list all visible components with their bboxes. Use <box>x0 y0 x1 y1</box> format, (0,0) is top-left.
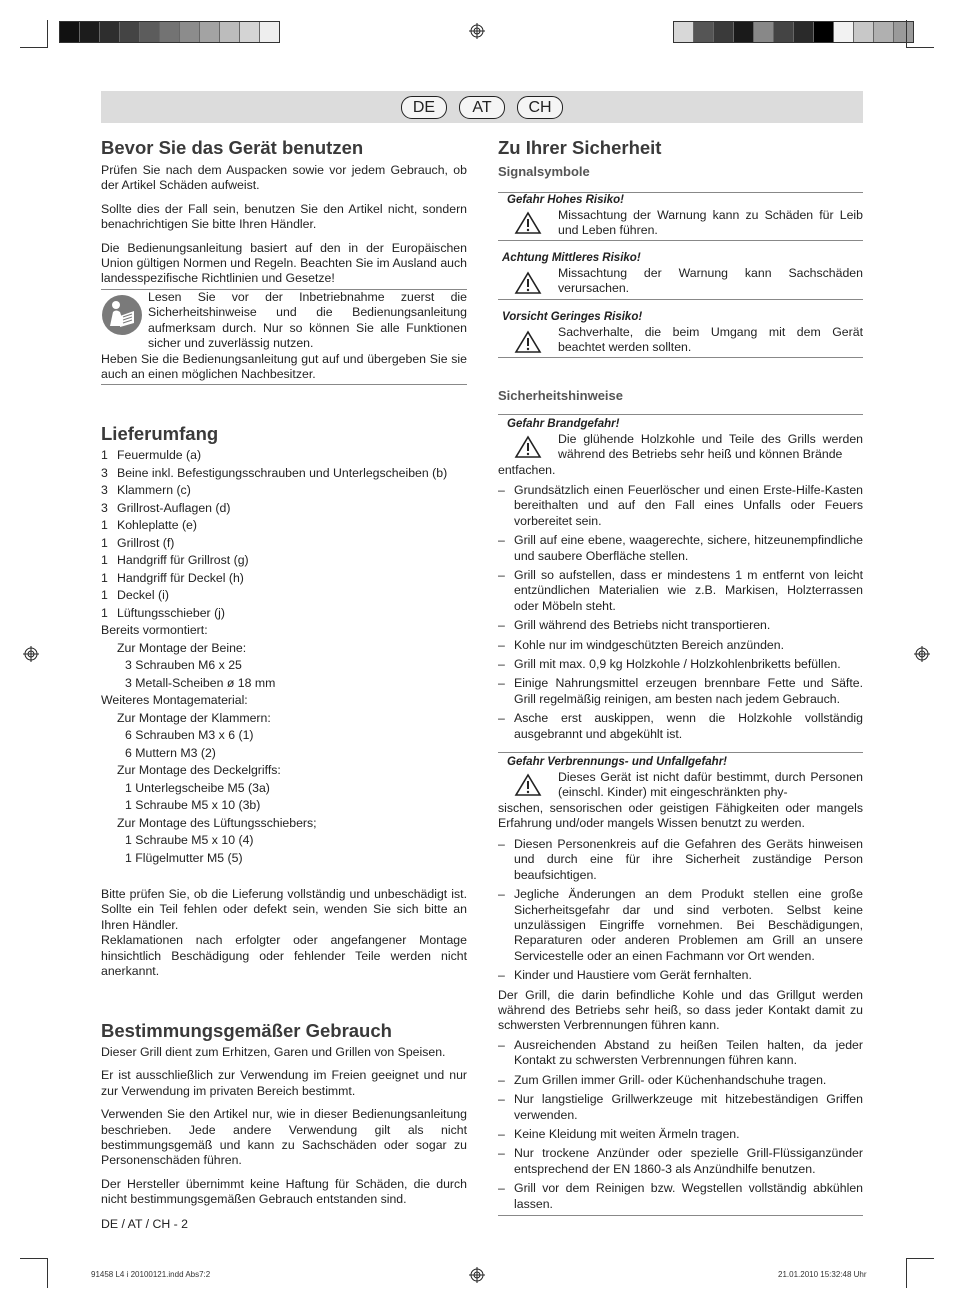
page-number: DE / AT / CH - 2 <box>101 1217 189 1231</box>
list-item: 6 Muttern M3 (2) <box>125 745 216 760</box>
list-item: – Nur trockene Anzünder oder spezielle Grill-Flüssiganzünder entsprechend der EN 1860-3 als Anzündhilfe benutzen. <box>498 1146 863 1177</box>
list-subheading: Zur Montage des Lüftungsschiebers; <box>117 815 317 830</box>
list-item: – Grill während des Betriebs nicht transportieren. <box>498 618 863 633</box>
crop-mark <box>906 1258 907 1288</box>
paragraph: Der Hersteller übernimmt keine Haftung für Schäden, die durch nicht bestimmungsgemäßen Gebrauch entstanden sind. <box>101 1176 467 1207</box>
list-subheading: Zur Montage der Beine: <box>117 640 247 655</box>
list-item: 1 Handgriff für Deckel (h) <box>101 570 244 585</box>
crop-mark <box>20 1258 48 1259</box>
registration-mark-icon <box>469 1267 485 1283</box>
warning-text: Missachtung der Warnung kann zu Schäden für Leib und Leben führen. <box>558 208 863 238</box>
list-item: 1 Lüftungsschieber (j) <box>101 605 225 620</box>
list-item: – Kohle nur im windgeschützten Bereich anzünden. <box>498 638 863 653</box>
subsection-signal-symbols: Signalsymbole <box>498 164 590 179</box>
registration-mark-icon <box>23 646 39 662</box>
list-item: 3 Klammern (c) <box>101 483 191 497</box>
paragraph: Verwenden Sie den Artikel nur, wie in dieser Bedienungsanleitung beschrieben. Jede andere Verwendung gilt als nicht bestimmungsgemäß und kann zu Sachschäden oder sogar zu Personenschäden führen. <box>101 1107 467 1168</box>
warning-triangle-icon <box>514 330 542 354</box>
divider <box>498 414 863 415</box>
lang-pill-de: DE <box>401 96 447 119</box>
section-title-intended-use: Bestimmungsgemäßer Gebrauch <box>101 1020 392 1041</box>
list-item: 1 Feuermulde (a) <box>101 448 202 462</box>
list-item: 1 Schraube M5 x 10 (3b) <box>125 798 261 812</box>
list-item: – Asche erst auskippen, wenn die Holzkohle vollständig ausgebrannt und abgekühlt ist. <box>498 711 863 742</box>
divider <box>498 357 863 358</box>
divider <box>498 1215 863 1216</box>
list-item: 3 Beine inkl. Befestigungsschrauben und Unterlegscheiben (b) <box>101 465 448 480</box>
crop-mark <box>906 47 934 48</box>
paragraph: Der Grill, die darin befindliche Kohle und das Grillgut werden während des Betriebs sehr heiß, so dass jeder Kontakt damit zu schwersten Verbrennungen führen kann. <box>498 987 863 1033</box>
divider <box>101 384 467 385</box>
warning-triangle-icon <box>514 271 542 295</box>
warning-triangle-icon <box>514 773 542 797</box>
registration-mark-icon <box>469 23 485 39</box>
divider <box>498 299 863 300</box>
delivery-list <box>101 447 467 867</box>
registration-mark-icon <box>914 646 930 662</box>
warning-text: Dieses Gerät ist nicht dafür bestimmt, durch Personen (einschl. Kinder) mit eingeschränkten phy- <box>558 770 863 800</box>
list-item: – Diesen Personenkreis auf die Gefahren des Geräts hinweisen und durch eine für ihre Sicherheit zuständige Person beaufsichtigen. <box>498 837 863 883</box>
warning-text-continued: entfachen. <box>498 463 556 477</box>
language-bar <box>101 91 863 123</box>
crop-mark <box>906 1258 934 1259</box>
list-item: – Zum Grillen immer Grill- oder Küchenhandschuhe tragen. <box>498 1073 863 1088</box>
list-subheading: Zur Montage des Deckelgriffs: <box>117 763 281 777</box>
list-item: – Einige Nahrungsmittel erzeugen brennbare Fette und Säfte. Grill regelmäßig reinigen, am besten nach jedem Gebrauch. <box>498 676 863 707</box>
paragraph: Prüfen Sie nach dem Auspacken sowie vor jedem Gebrauch, ob der Artikel Schäden aufweist. <box>101 163 467 193</box>
before-use-text <box>101 163 467 295</box>
warning-text: Sachverhalte, die beim Umgang mit dem Gerät beachtet werden sollten. <box>558 325 863 355</box>
date-slug: 21.01.2010 15:32:48 Uhr <box>778 1270 867 1279</box>
list-item: – Grundsätzlich einen Feuerlöscher und einen Erste-Hilfe-Kasten bereithalten und auf den Fall eines Unfalls oder Feuers vorbereitet sein. <box>498 483 863 529</box>
info-text-2: Heben Sie die Bedienungsanleitung gut auf und übergeben Sie sie auch an einen möglichen Nachbesitzer. <box>101 352 467 382</box>
warning-label: Gefahr Brandgefahr! <box>507 418 620 430</box>
signal-high-risk <box>498 193 863 239</box>
list-item: 1 Schraube M5 x 10 (4) <box>125 833 254 847</box>
section-title-before-use: Bevor Sie das Gerät benutzen <box>101 137 364 158</box>
list-item: 3 Schrauben M6 x 25 <box>125 658 242 672</box>
list-heading: Weiteres Montagematerial: <box>101 693 248 707</box>
paragraph: Reklamationen nach erfolgter oder angefangener Montage hinsichtlich Beschädigung oder fehlender Teile werden nicht anerkannt. <box>101 933 467 979</box>
paragraph: Bitte prüfen Sie, ob die Lieferung vollständig und unbeschädigt ist. Sollte ein Teil fehlen oder defekt sein, wenden Sie sich bitte an Ihren Händler. <box>101 887 467 932</box>
list-item: – Grill auf eine ebene, waagerechte, sichere, hitzeunempfindliche und saubere Oberfläche stellen. <box>498 533 863 564</box>
file-slug: 91458 L4 i 20100121.indd Abs7:2 <box>91 1270 211 1279</box>
lang-pill-at: AT <box>459 96 505 119</box>
list-item: – Grill vor dem Reinigen bzw. Wegstellen vollständig abkühlen lassen. <box>498 1181 863 1212</box>
warning-label: Vorsicht Geringes Risiko! <box>502 311 643 323</box>
section-title-safety: Zu Ihrer Sicherheit <box>498 137 662 158</box>
burn-hazard-list <box>498 837 863 1216</box>
warning-triangle-icon <box>514 211 542 235</box>
read-manual-icon <box>101 294 143 336</box>
paragraph: Er ist ausschließlich zur Verwendung im Freien geeignet und nur zur Verwendung im privaten Bereich bestimmt. <box>101 1068 467 1098</box>
warning-text: Die glühende Holzkohle und Teile des Grills werden während des Betriebs sehr heiß und können Brände <box>558 432 863 462</box>
list-item: 1 Unterlegscheibe M5 (3a) <box>125 780 270 795</box>
warning-text-continued: sischen, sensorischen oder geistigen Fähigkeiten oder mangels Erfahrung und/oder mangels Wissen benutzt zu werden. <box>498 801 863 831</box>
list-item: – Keine Kleidung mit weiten Ärmeln tragen. <box>498 1127 863 1142</box>
warning-label: Gefahr Hohes Risiko! <box>507 194 624 206</box>
crop-mark <box>906 20 907 48</box>
crop-mark <box>20 47 48 48</box>
info-text-1: Lesen Sie vor der Inbetriebnahme zuerst die Sicherheitshinweise und die Bedienungsanleitung aufmerksam durch. Nur so können Sie alle Funktionen sicher und zuverlässig nutzen. <box>148 290 467 351</box>
section-title-scope-of-delivery: Lieferumfang <box>101 423 219 444</box>
subsection-safety-notes: Sicherheitshinweise <box>498 388 623 403</box>
list-item: 6 Schrauben M3 x 6 (1) <box>125 728 254 742</box>
list-item: 1 Kohleplatte (e) <box>101 518 197 532</box>
warning-triangle-icon <box>514 435 542 459</box>
divider <box>498 240 863 241</box>
list-item: – Jegliche Änderungen an dem Produkt stellen eine große Sicherheitsgefahr dar und sind verboten. Selbst keine unzulässigen Eingriffe vornehmen. Bei Beschädigungen, Reparaturen oder anderen Problemen am Grill an unsere Servicestelle oder an einen Fachmann vor Ort wenden. <box>498 887 863 964</box>
signal-medium-risk <box>498 251 863 297</box>
list-item: – Kinder und Haustiere vom Gerät fernhalten. <box>498 968 863 983</box>
intended-use-text <box>101 1045 467 1216</box>
paragraph: Dieser Grill dient zum Erhitzen, Garen und Grillen von Speisen. <box>101 1045 446 1059</box>
crop-mark <box>47 1258 48 1288</box>
list-item: – Grill mit max. 0,9 kg Holzkohle / Holzkohlenbriketts befüllen. <box>498 657 863 672</box>
list-item: 1 Deckel (i) <box>101 588 169 602</box>
crop-mark <box>47 20 48 48</box>
list-item: – Grill so aufstellen, dass er mindestens 1 m entfernt von leicht entzündlichen Materialien wie z.B. Markisen, Holzterrassen oder Möbeln steht. <box>498 568 863 614</box>
warning-label: Gefahr Verbrennungs- und Unfallgefahr! <box>507 756 728 768</box>
list-item: 1 Grillrost (f) <box>101 535 175 550</box>
lang-pill-ch: CH <box>517 96 563 119</box>
list-item: – Nur langstielige Grillwerkzeuge mit hitzebeständigen Griffen verwenden. <box>498 1092 863 1123</box>
signal-low-risk <box>498 310 863 356</box>
paragraph: Die Bedienungsanleitung basiert auf den in der Europäischen Union gültigen Normen und Regeln. Beachten Sie im Ausland auch landesspezifische Richtlinien und Gesetze! <box>101 240 467 286</box>
warning-label: Achtung Mittleres Risiko! <box>502 252 641 264</box>
paragraph: Sollte dies der Fall sein, benutzen Sie den Artikel nicht, sondern benachrichtigen Sie bitte Ihren Händler. <box>101 201 467 232</box>
warning-text: Missachtung der Warnung kann Sachschäden verursachen. <box>558 266 863 296</box>
list-item: – Ausreichenden Abstand zu heißen Teilen halten, da jeder Kontakt zu schwersten Verbrennungen führen kann. <box>498 1038 863 1069</box>
fire-hazard-list <box>498 483 863 746</box>
color-bar-right <box>673 21 914 43</box>
list-heading: Bereits vormontiert: <box>101 623 208 637</box>
list-item: 3 Metall-Scheiben ø 18 mm <box>125 675 276 690</box>
color-bar-left <box>59 21 280 43</box>
list-item: 1 Handgriff für Grillrost (g) <box>101 553 249 567</box>
list-item: 1 Flügelmutter M5 (5) <box>125 850 243 865</box>
list-item: 3 Grillrost-Auflagen (d) <box>101 500 231 515</box>
divider <box>498 752 863 753</box>
list-subheading: Zur Montage der Klammern: <box>117 710 271 725</box>
delivery-check-text <box>101 887 467 987</box>
